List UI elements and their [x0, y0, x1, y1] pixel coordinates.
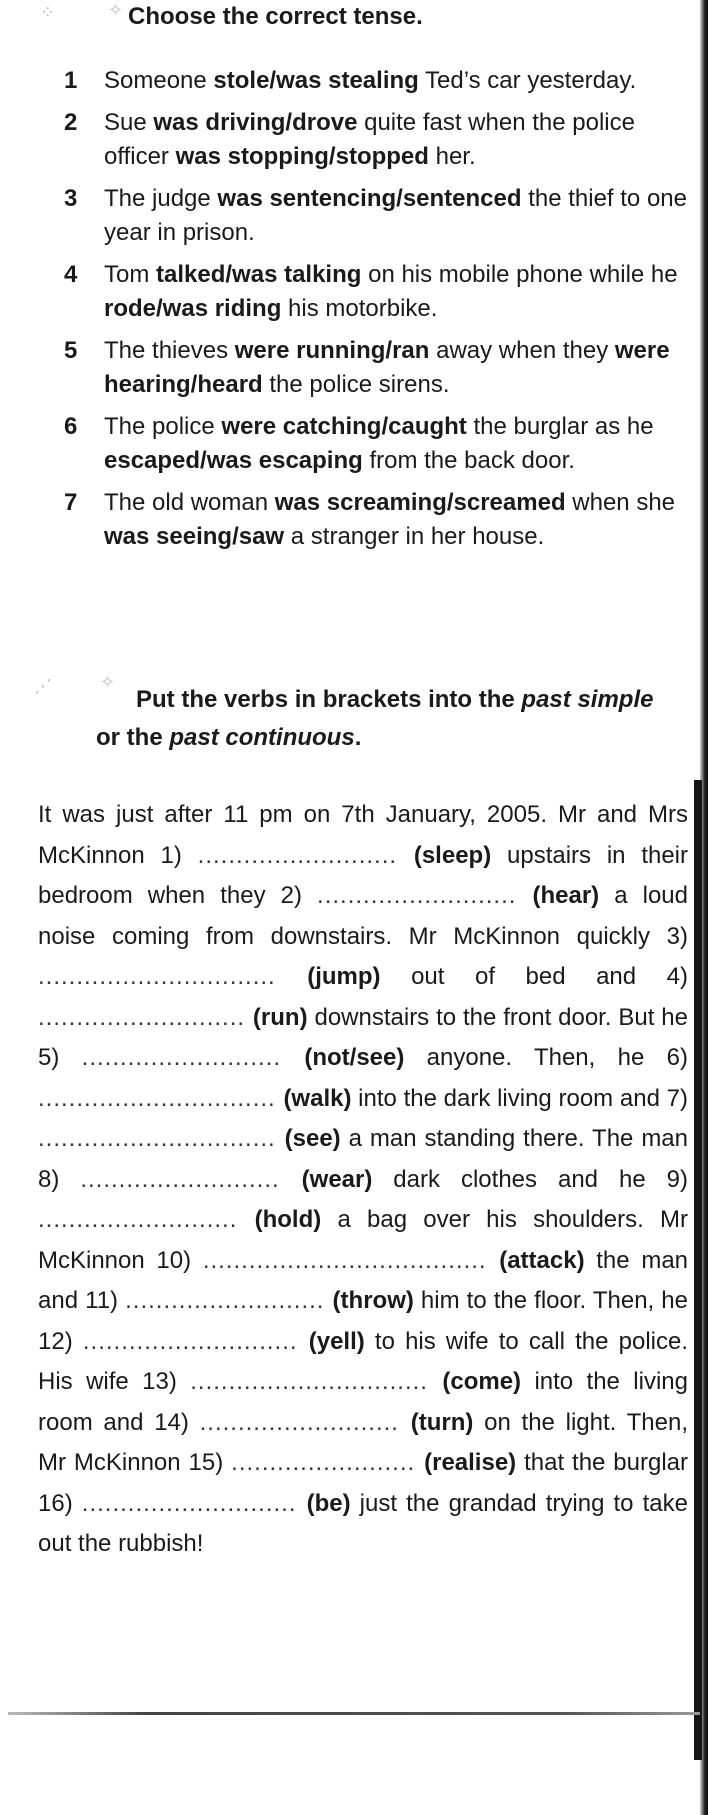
answer-blank[interactable]: .......................... [317, 882, 533, 909]
answer-blank[interactable]: .......................... [197, 841, 414, 869]
exercise1-item [60, 486, 700, 554]
verb-hint: (run) [252, 1003, 308, 1031]
faint-dots-mark: ⁘ [40, 2, 58, 22]
item-text: quite fast when the police officer [104, 109, 635, 170]
answer-blank[interactable]: .......................... [125, 1287, 333, 1314]
item-text: Ted’s car yesterday. [418, 67, 637, 94]
gap-number: 1) [160, 841, 198, 869]
gap-number: 16) [38, 1489, 82, 1517]
item-number: 6 [64, 413, 78, 440]
gap-number: 3) [666, 922, 688, 950]
answer-blank[interactable]: .......................... [80, 1165, 302, 1193]
tense-choice: was sentencing/sentenced [217, 185, 522, 212]
gap-number: 6) [666, 1044, 688, 1071]
tense-choice: stole/was stealing [213, 67, 419, 94]
exercise1-item [60, 334, 700, 402]
gap-number: 4) [666, 963, 688, 990]
gap-number: 5) [38, 1044, 82, 1071]
item-text: the thief to one year in prison. [104, 185, 687, 246]
faint-star-icon: ✧ [108, 0, 126, 20]
answer-blank[interactable]: .......................... [38, 1206, 255, 1233]
exercise2-title-a: Put the verbs in brackets into the [136, 686, 522, 713]
passage-text: that the burglar [516, 1449, 689, 1476]
passage-text: downstairs to the front door. But he [307, 1003, 688, 1031]
gap-number: 11) [85, 1287, 126, 1314]
item-number: 5 [64, 337, 78, 364]
tense-choice: were hearing/heard [104, 337, 670, 398]
gap-number: 8) [38, 1165, 81, 1193]
passage-text: him to the floor. Then, he [413, 1287, 688, 1314]
tense-choice: was stopping/stopped [175, 143, 429, 170]
answer-blank[interactable]: ..................................... [202, 1246, 500, 1274]
verb-hint: (sleep) [413, 841, 492, 869]
verb-hint: (attack) [499, 1246, 585, 1274]
passage-text: into the living room and [38, 1368, 688, 1436]
exercise2-title-e: . [354, 724, 362, 751]
verb-hint: (not/see) [304, 1044, 405, 1071]
item-number: 1 [64, 67, 78, 94]
passage-text: a man standing there. The man [340, 1125, 689, 1152]
answer-blank[interactable]: ............................ [82, 1327, 309, 1355]
tense-choice: were running/ran [234, 337, 430, 364]
answer-blank[interactable]: ............................... [38, 1084, 284, 1112]
verb-hint: (throw) [332, 1287, 414, 1314]
gap-number: 2) [280, 882, 318, 909]
item-text: The judge [104, 185, 218, 212]
passage-text: It was just after 11 pm on 7th January, 2005. Mr and Mrs McKinnon [38, 801, 688, 869]
item-text: the burglar as he [466, 413, 654, 440]
verb-hint: (walk) [283, 1084, 352, 1112]
verb-hint: (realise) [424, 1449, 517, 1476]
answer-blank[interactable]: ............................... [38, 963, 308, 990]
verb-hint: (wear) [301, 1165, 373, 1193]
passage-text: out of bed and [380, 963, 667, 990]
passage-text: on the light. Then, Mr McKinnon [38, 1408, 688, 1476]
verb-hint: (turn) [410, 1408, 474, 1436]
exercise2-title-c: or the [96, 724, 170, 751]
answer-blank[interactable]: .......................... [81, 1044, 305, 1071]
passage-text: a loud noise coming from downstairs. Mr McKinnon quickly [38, 882, 689, 950]
gap-number: 10) [156, 1246, 203, 1274]
verb-hint: (hear) [532, 882, 600, 909]
faint-dots-mark-2: ⋰ [34, 676, 54, 696]
answer-blank[interactable]: ............................ [81, 1489, 307, 1517]
exercise2-title-b: past simple [521, 686, 654, 713]
bottom-rule [8, 1712, 700, 1715]
answer-blank[interactable]: .......................... [199, 1408, 411, 1436]
verb-hint: (hold) [254, 1206, 322, 1233]
verb-hint: (be) [306, 1489, 351, 1517]
passage-text: into the dark living room and [351, 1084, 667, 1112]
item-text: when she [565, 489, 676, 516]
exercise2-title [96, 681, 676, 757]
item-text: his motorbike. [281, 295, 438, 322]
answer-blank[interactable]: ........................... [38, 1003, 253, 1031]
faint-star-icon-2: ✧ [100, 672, 118, 692]
tense-choice: escaped/was escaping [104, 447, 363, 474]
answer-blank[interactable]: ............................... [190, 1368, 443, 1395]
passage-text: the man and [38, 1246, 689, 1314]
tense-choice: were catching/caught [221, 413, 467, 440]
tense-choice: was screaming/screamed [274, 489, 566, 516]
item-text: Sue [104, 109, 154, 136]
gap-number: 9) [666, 1165, 688, 1193]
tense-choice: was seeing/saw [104, 523, 285, 550]
item-text: Someone [104, 67, 214, 94]
passage-text: upstairs in their bedroom when they [38, 841, 689, 909]
item-number: 3 [64, 185, 78, 212]
exercise2-passage [38, 795, 688, 1565]
passage-text: anyone. Then, he [404, 1044, 667, 1071]
verb-hint: (come) [442, 1368, 522, 1395]
answer-blank[interactable]: ........................ [231, 1449, 425, 1476]
item-number: 2 [64, 109, 78, 136]
exercise1-item [60, 410, 700, 478]
exercise1-list [60, 64, 700, 562]
scan-edge-shadow [694, 780, 702, 1760]
item-text: The old woman [104, 489, 275, 516]
item-text: Tom [104, 261, 157, 288]
item-text: a stranger in her house. [284, 523, 545, 550]
exercise1-title: Choose the correct tense. [128, 3, 423, 30]
tense-choice: was driving/drove [153, 109, 358, 136]
item-text: the police sirens. [262, 371, 450, 398]
passage-text: a bag over his shoulders. Mr McKinnon [38, 1206, 688, 1274]
passage-text: just the grandad trying to take out the rubbish! [38, 1489, 688, 1557]
item-number: 4 [64, 261, 78, 288]
gap-number: 15) [188, 1449, 232, 1476]
item-text: away when they [429, 337, 615, 364]
gap-number: 13) [142, 1368, 191, 1395]
verb-hint: (see) [284, 1125, 341, 1152]
item-number: 7 [64, 489, 78, 516]
gap-number: 7) [666, 1084, 689, 1112]
exercise1-item [60, 258, 700, 326]
passage-text: dark clothes and he [372, 1165, 667, 1193]
answer-blank[interactable]: ............................... [38, 1125, 285, 1152]
verb-hint: (yell) [308, 1327, 365, 1355]
gap-number: 12) [38, 1327, 83, 1355]
exercise1-item [60, 182, 700, 250]
exercise2-title-d: past continuous [169, 724, 355, 751]
passage-text: to his wife to call the police. His wife [38, 1327, 689, 1395]
gap-number: 14) [154, 1408, 200, 1436]
item-text: from the back door. [362, 447, 575, 474]
exercise1-item [60, 64, 700, 98]
item-text: her. [428, 143, 476, 170]
item-text: The police [104, 413, 222, 440]
tense-choice: talked/was talking [156, 261, 362, 288]
item-text: on his mobile phone while he [361, 261, 678, 288]
verb-hint: (jump) [307, 963, 381, 990]
tense-choice: rode/was riding [104, 295, 282, 322]
exercise1-item [60, 106, 700, 174]
item-text: The thieves [104, 337, 235, 364]
